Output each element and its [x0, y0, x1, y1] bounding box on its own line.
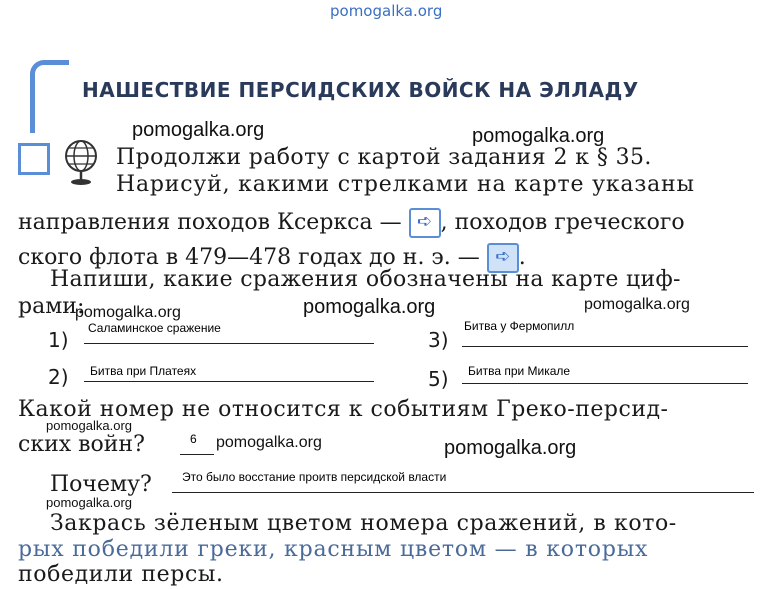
- task3-line2: ских войн?: [18, 432, 145, 457]
- item-number: 3): [428, 328, 449, 352]
- answer-line: [180, 454, 214, 455]
- answer-text: Саламинское сражение: [88, 321, 221, 335]
- item-number: 1): [48, 328, 69, 352]
- arrow-right-filled-icon: ➪: [487, 243, 519, 273]
- page-title: НАШЕСТВИЕ ПЕРСИДСКИХ ВОЙСК НА ЭЛЛАДУ: [82, 78, 639, 102]
- task2-line2: рами:: [18, 294, 85, 319]
- answer-text: Битва при Микале: [468, 364, 571, 378]
- decorative-bracket: [30, 60, 69, 133]
- task1-line3-text: направления походов Ксеркса —: [18, 210, 402, 235]
- answer-line: [172, 492, 754, 493]
- answer-line: [84, 343, 374, 344]
- task1-line4-tail: .: [518, 245, 526, 270]
- task1-line3: [18, 208, 685, 238]
- watermark: pomogalka.org: [216, 434, 322, 451]
- task4-line3: победили персы.: [18, 562, 224, 587]
- answer-line: [462, 346, 748, 347]
- task4-line1: Закрась зёленым цветом номера сражений, в кото-: [50, 511, 677, 536]
- task1-line4-text: ского флота в 479—478 годах до н. э. —: [18, 245, 480, 270]
- arrow-right-icon: ➪: [409, 208, 441, 238]
- task1-line2: Нарисуй, какими стрелками на карте указаны: [116, 172, 695, 197]
- task1-line1: Продолжи работу с картой задания 2 к § 35.: [116, 145, 652, 170]
- answer-text: Битва у Фермопилл: [464, 319, 575, 333]
- task4-line2: рых победили греки, красным цветом — в которых: [18, 537, 649, 562]
- answer-text: Это было восстание проитв персидской власти: [182, 470, 447, 484]
- answer-text: Битва при Платеях: [90, 364, 197, 378]
- watermark: pomogalka.org: [584, 296, 690, 313]
- task3-line1: Какой номер не относится к событиям Греко-персид-: [18, 397, 669, 422]
- watermark: pomogalka.org: [132, 119, 265, 141]
- answer-line: [84, 381, 374, 382]
- answer-text: 6: [190, 432, 197, 446]
- watermark: pomogalka.org: [444, 437, 577, 459]
- task2-line1: Напиши, какие сражения обозначены на карте циф-: [50, 267, 681, 292]
- item-number: 5): [428, 367, 449, 391]
- watermark-top: pomogalka.org: [330, 2, 443, 20]
- watermark: pomogalka.org: [472, 125, 605, 147]
- task1-line3-tail: , походов греческого: [440, 210, 685, 235]
- globe-icon: [62, 136, 100, 192]
- checkbox-square: [18, 143, 50, 175]
- item-number: 2): [48, 365, 69, 389]
- watermark: pomogalka.org: [46, 495, 132, 510]
- watermark: pomogalka.org: [75, 304, 181, 321]
- task3-why: Почему?: [50, 472, 152, 497]
- watermark: pomogalka.org: [46, 418, 132, 433]
- answer-line: [462, 383, 748, 384]
- watermark: pomogalka.org: [303, 296, 436, 318]
